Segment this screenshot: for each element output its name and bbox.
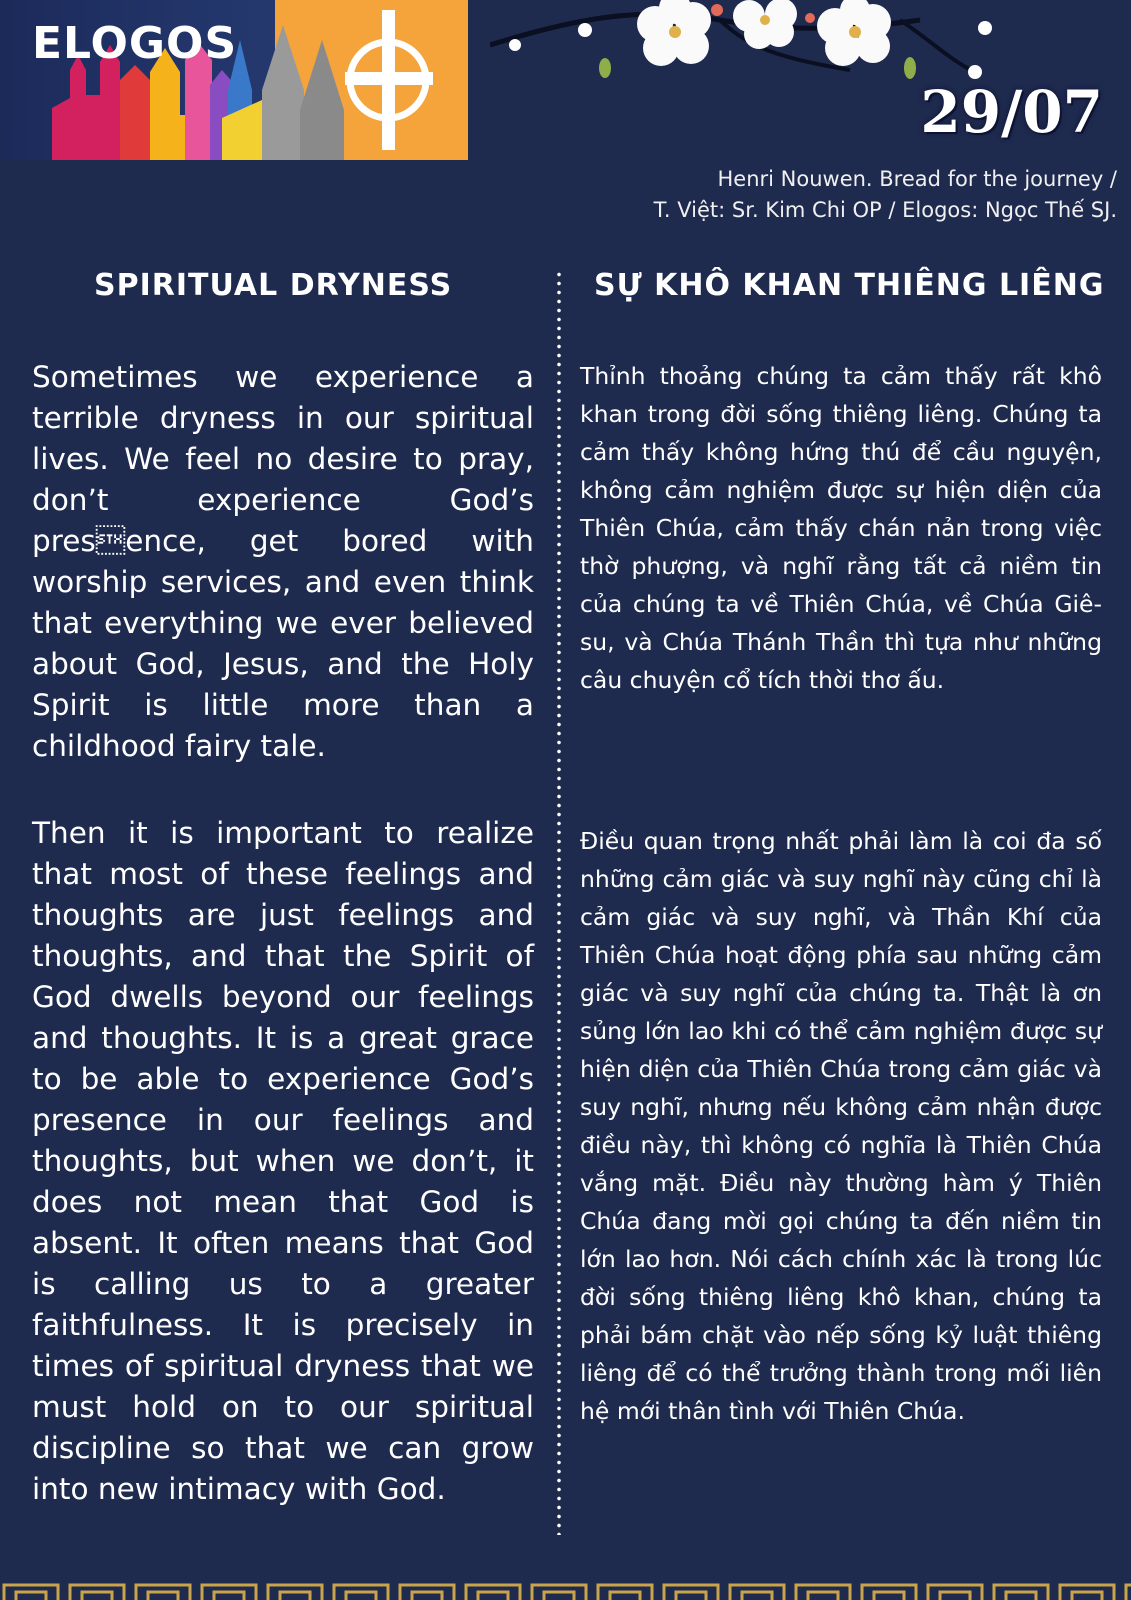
credit-line-1: Henri Nouwen. Bread for the journey / — [717, 167, 1117, 191]
vietnamese-paragraph-2: Điều quan trọng nhất phải làm là coi đa số những cảm giác và suy nghĩ này cũng chỉ là cảm giác và suy nghĩ, và Thần Khí của Thiên Chúa hoạt động phía sau những cảm giác và suy nghĩ của chúng ta. Thật là ơn sủng lớn lao khi có thể cảm nghiệm được sự hiện diện của Thiên Chúa trong cảm giác và suy nghĩ, nhưng nếu không cảm nhận được điều này, thì không có nghĩa là Thiên Chúa vắng mặt. Điều này thường hàm ý Thiên Chúa đang mời gọi chúng ta đến niềm tin lớn lao hơn. Nói cách chính xác là trong lúc đời sống thiêng liêng khô khan, chúng ta phải bám chặt vào nếp sống kỷ luật thiêng liêng để có thể trưởng thành trong mối liên hệ mới thân tình với Thiên Chúa. — [580, 827, 1102, 1425]
english-paragraph-1: Sometimes we experience a terrible dryness in our spiritual lives. We feel no desire to pray, don’t experience God’s presence, get bored with worship services, and even think that everything we ever believed about God, Jesus, and the Holy Spirit is little more than a childhood fairy tale. — [32, 360, 534, 763]
credit-line-2: T. Việt: Sr. Kim Chi OP / Elogos: Ngọc Thế SJ. — [653, 198, 1117, 222]
vietnamese-title: SỰ KHÔ KHAN THIÊNG LIÊNG — [594, 268, 1105, 303]
vietnamese-paragraph-1: Thỉnh thoảng chúng ta cảm thấy rất khô khan trong đời sống thiêng liêng. Chúng ta cảm thấy không hứng thú để cầu nguyện, không cảm nghiệm được sự hiện diện của Thiên Chúa, cảm thấy chán nản trong việc thờ phượng, và nghĩ rằng tất cả niềm tin của chúng ta về Thiên Chúa, về Chúa Giê-su, và Chúa Thánh Thần thì tựa như những câu chuyện cổ tích thời thơ ấu. — [580, 362, 1102, 694]
dotted-divider — [557, 270, 561, 1535]
elogos-logo — [0, 0, 468, 160]
date-label: 29/07 — [920, 78, 1103, 146]
english-title: SPIRITUAL DRYNESS — [94, 268, 453, 303]
english-paragraph-2: Then it is important to realize that most of these feelings and thoughts are just feelings and thoughts, and that the Spirit of God dwells beyond our feelings and thoughts. It is a great grace to be able to experience God’s presence in our feelings and thoughts, but when we don’t, it does not mean that God is absent. It often means that God is calling us to a greater faithfulness. It is precisely in times of spiritual dryness that we must hold on to our spiritual discipline so that we can grow into new intimacy with God. — [32, 816, 534, 1506]
logo-text: ELOGOS — [32, 18, 238, 69]
credits — [654, 164, 1117, 226]
blossom-branch-icon — [490, 0, 1050, 90]
greek-key-border — [0, 1582, 1131, 1600]
